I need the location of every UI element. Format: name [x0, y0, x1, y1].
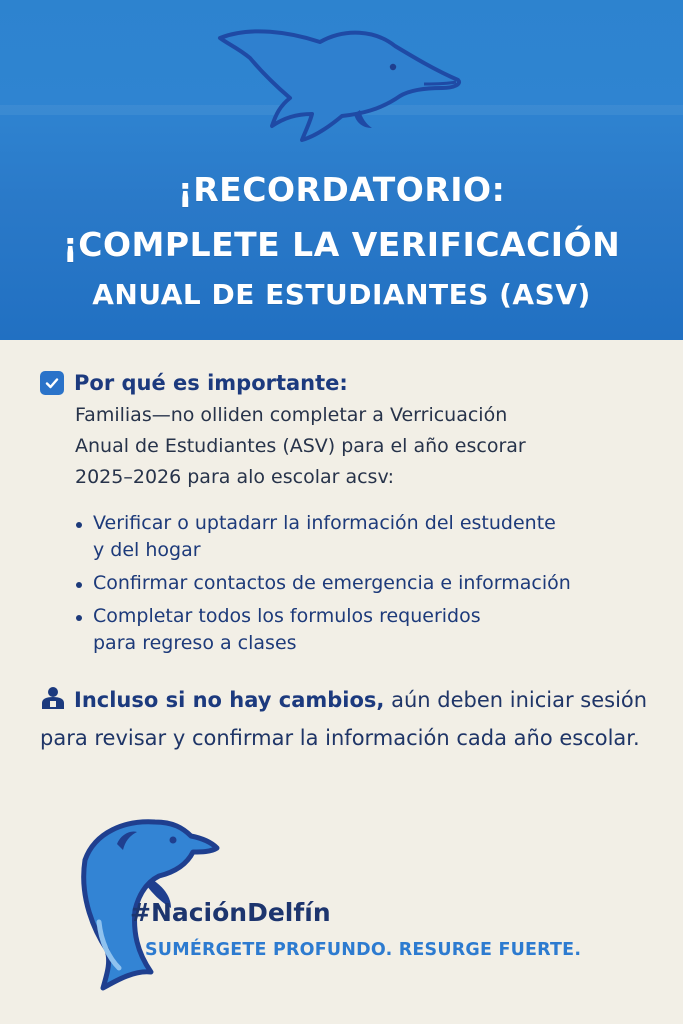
main-content — [0, 340, 683, 1024]
title-line-2: ¡COMPLETE LA VERIFICACIÓN — [62, 225, 621, 264]
title-line-3: ANUAL DE ESTUDIANTES (ASV) — [92, 278, 591, 311]
dolphin-mascot-icon — [55, 802, 225, 992]
bullet-line: Completar todos los formulos requeridos — [93, 605, 481, 627]
list-item — [75, 603, 655, 657]
header-banner — [0, 0, 683, 340]
bullet-line: Verificar o uptadarr la información del estudente — [93, 512, 556, 534]
notice-text: aún deben iniciar sesión para revisar y confirmar la información cada año escolar. — [40, 688, 648, 750]
title-line-1: ¡RECORDATORIO: — [177, 170, 506, 209]
person-icon — [40, 686, 66, 721]
why-heading — [40, 367, 348, 399]
checkbox-icon — [40, 371, 64, 395]
intro-text — [75, 400, 655, 493]
intro-line-1: Familias—no olliden completar a Verricuación — [75, 404, 508, 426]
why-title: Por qué es importante: — [74, 371, 348, 395]
bullet-line-continued: para regreso a clases — [93, 632, 297, 654]
bullet-line-continued: y del hogar — [93, 539, 201, 561]
list-item — [75, 570, 655, 597]
dolphin-icon — [210, 18, 470, 148]
notice-bold: Incluso si no hay cambios, — [74, 688, 385, 712]
bullet-list — [75, 510, 655, 663]
bullet-line: Confirmar contactos de emergencia e información — [93, 572, 571, 594]
hashtag: #NaciónDelfín — [130, 898, 331, 927]
list-item — [75, 510, 655, 564]
slogan: SUMÉRGETE PROFUNDO. RESURGE FUERTE. — [145, 940, 582, 960]
no-changes-notice — [40, 683, 650, 756]
intro-line-3: 2025–2026 para alo escolar acsv: — [75, 466, 395, 488]
intro-line-2: Anual de Estudiantes (ASV) para el año escorar — [75, 435, 526, 457]
